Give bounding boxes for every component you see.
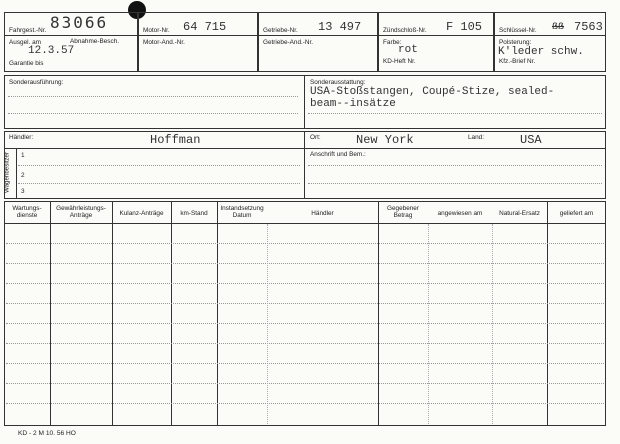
header-kulanz: Kulanz-Anträge <box>119 210 164 217</box>
column-divider <box>50 201 51 426</box>
dealer-row-divider <box>4 148 606 149</box>
column-divider <box>547 201 548 426</box>
getriebe-aend-label: Getriebe-And.-Nr. <box>263 39 314 46</box>
haendler-value: Hoffman <box>150 133 201 147</box>
header-km-stand: km-Stand <box>180 210 208 217</box>
owner-column-divider <box>16 148 17 199</box>
header-instandsetzung: Instandsetzung Datum <box>220 205 264 219</box>
column-divider <box>112 201 113 426</box>
header-haendler: Händler <box>311 210 334 217</box>
motor-aend-label: Motor-And.-Nr. <box>143 39 185 46</box>
guide-line <box>8 113 298 114</box>
header-gewaehrleistung: Gewährleistungs-Anträge <box>56 205 106 219</box>
guide-line <box>18 183 300 184</box>
ausgel-value: 12.3.57 <box>28 45 75 57</box>
table-rule <box>6 303 604 304</box>
header-angewiesen: angewiesen am <box>437 210 483 217</box>
sonderausstattung-line1: USA-Stoßstangen, Coupé-Stize, sealed- <box>310 86 555 98</box>
sonderausstattung-line2: beam--insätze <box>310 98 396 110</box>
header-natural-ersatz: Natural-Ersatz <box>499 210 540 217</box>
fahrgest-value: 83066 <box>50 13 109 32</box>
owner-row-number: 2 <box>21 172 25 179</box>
guide-line <box>18 165 300 166</box>
table-subcolumn <box>492 224 493 424</box>
motor-label: Motor-Nr. <box>143 27 170 34</box>
abnahme-label: Abnahme-Besch. <box>70 38 120 45</box>
header-wartungsdienste: Wartungs-dienste <box>12 205 42 219</box>
ort-label: Ort: <box>310 134 321 141</box>
form-code: KD - 2 M 10. 56 HO <box>18 430 76 437</box>
guide-line <box>308 113 602 114</box>
table-rule <box>6 403 604 404</box>
farbe-label: Farbe: <box>383 39 402 46</box>
garantie-label: Garantie bis <box>9 60 44 67</box>
owner-row-number: 3 <box>21 188 25 195</box>
special-box <box>4 75 606 129</box>
table-rule <box>6 383 604 384</box>
motor-value: 64 715 <box>183 20 227 34</box>
sonderausstattung-label: Sonderausstattung: <box>310 79 366 86</box>
table-rule <box>6 263 604 264</box>
table-rule <box>6 343 604 344</box>
table-rule <box>6 363 604 364</box>
farbe-value: rot <box>398 44 418 56</box>
schluessel-struck: ẞẞ <box>552 22 565 33</box>
sonderausfuehrung-label: Sonderausführung: <box>9 79 64 86</box>
polsterung-label: Polsterung: <box>499 39 532 46</box>
table-rule <box>6 323 604 324</box>
wagenbesitzer-label: Wagenbesitzer <box>3 151 11 194</box>
table-header-divider <box>4 223 606 224</box>
ausgel-label: Ausgel. am <box>9 39 41 46</box>
land-label: Land: <box>468 134 484 141</box>
column-divider <box>378 201 379 426</box>
ort-value: New York <box>356 133 414 147</box>
header-geliefert: geliefert am <box>559 210 594 217</box>
table-subcolumn <box>428 224 429 424</box>
special-divider <box>304 75 305 129</box>
kd-heft-label: KD-Heft Nr. <box>383 58 416 65</box>
guide-line <box>308 183 602 184</box>
service-table <box>4 201 606 426</box>
zuendschloss-label: Zündschloß-Nr. <box>383 27 427 34</box>
zuendschloss-value: F 105 <box>446 20 483 34</box>
header-divider <box>4 35 606 36</box>
kfz-brief-label: Kfz.-Brief Nr. <box>499 58 536 65</box>
fahrgest-label: Fahrgest.-Nr. <box>9 27 47 34</box>
guide-line <box>308 165 602 166</box>
schluessel-label: Schlüssel-Nr. <box>499 27 537 34</box>
column-divider <box>217 201 218 426</box>
getriebe-value: 13 497 <box>318 20 362 34</box>
header-betrag: Gegebener Betrag <box>387 205 419 219</box>
land-value: USA <box>520 133 542 147</box>
table-rule <box>6 283 604 284</box>
table-subcolumn <box>267 224 268 424</box>
schluessel-value: 7563 <box>574 20 603 34</box>
polsterung-value: K'leder schw. <box>498 46 584 58</box>
dealer-divider <box>304 131 305 199</box>
anschrift-label: Anschrift und Bem.: <box>310 151 366 158</box>
table-rule <box>6 243 604 244</box>
column-divider <box>171 201 172 426</box>
owner-row-number: 1 <box>21 152 25 159</box>
haendler-label: Händler: <box>9 134 34 141</box>
guide-line <box>8 96 298 97</box>
getriebe-label: Getriebe-Nr. <box>263 27 298 34</box>
